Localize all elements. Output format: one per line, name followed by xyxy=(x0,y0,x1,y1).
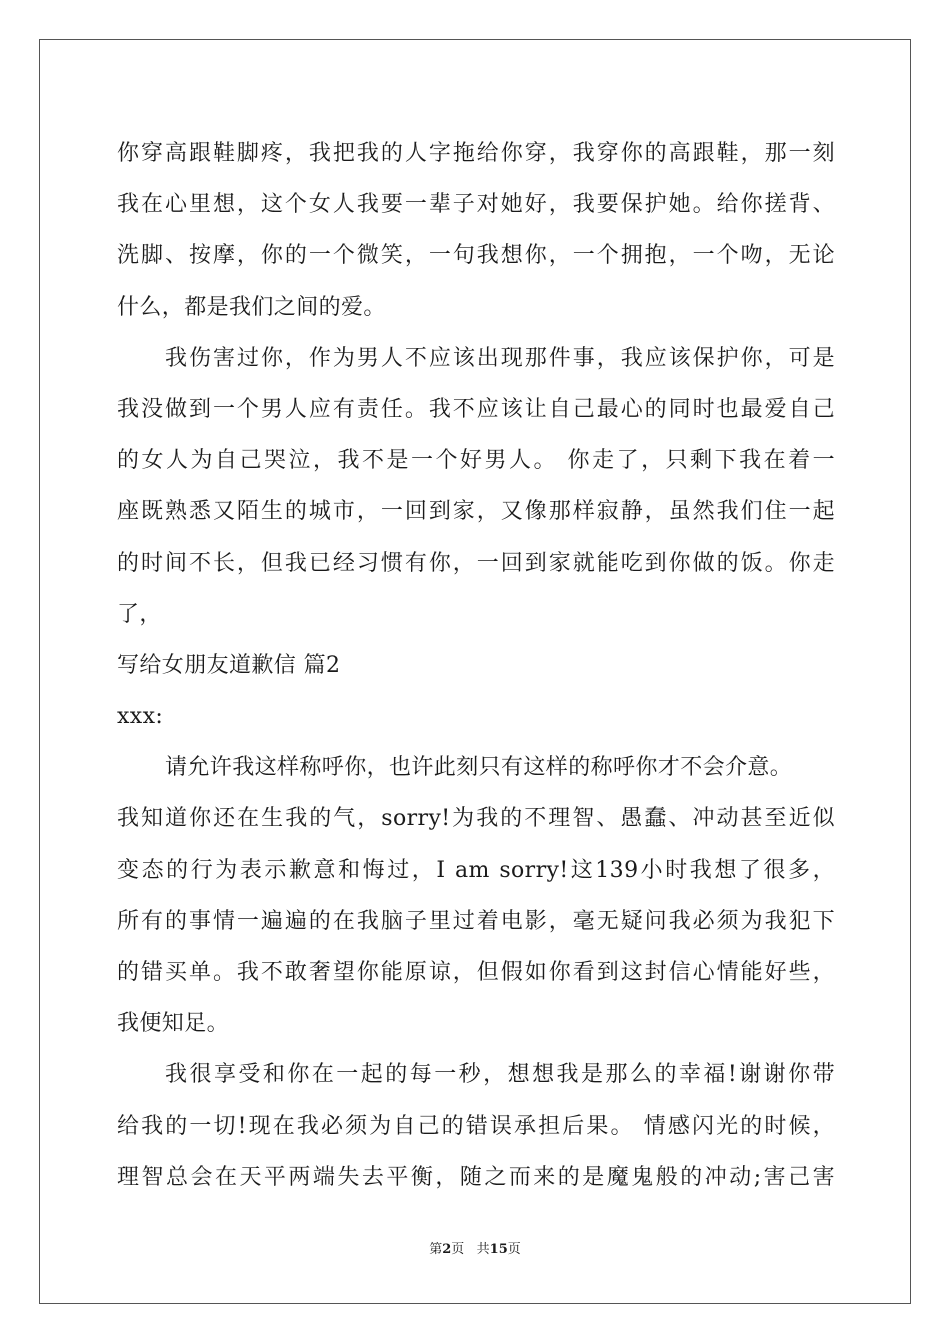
document-body xyxy=(117,128,835,1203)
text-line: 你穿高跟鞋脚疼，我把我的人字拖给你穿，我穿你的高跟鞋，那一刻 xyxy=(117,141,835,166)
text-line: 请允许我这样称呼你，也许此刻只有这样的称呼你才不会介意。 xyxy=(165,755,793,781)
text-line: 座既熟悉又陌生的城市，一回到家，又像那样寂静，虽然我们住一起 xyxy=(117,499,835,525)
text-line: 我在心里想，这个女人我要一辈子对她好，我要保护她。给你搓背、 xyxy=(117,192,835,218)
footer-suffix: 页 xyxy=(507,1242,521,1257)
salutation: xxx: xyxy=(117,704,164,730)
text-line: 了， xyxy=(117,601,162,627)
text-line: 的时间不长，但我已经习惯有你，一回到家就能吃到你做的饭。你走 xyxy=(117,550,835,576)
text-line: 的错买单。我不敢奢望你能原谅，但假如你看到这封信心情能好些， xyxy=(117,960,835,985)
text-line: 我没做到一个男人应有责任。我不应该让自己最心的同时也最爱自己 xyxy=(117,396,835,422)
text-line: 洗脚、按摩，你的一个微笑，一句我想你，一个拥抱，一个吻，无论 xyxy=(117,243,835,269)
text-line: 理智总会在天平两端失去平衡，随之而来的是魔鬼般的冲动;害己害 xyxy=(117,1164,835,1190)
footer-mid: 页 共 xyxy=(451,1242,490,1257)
text-line: 所有的事情一遍遍的在我脑子里过着电影，毫无疑问我必须为我犯下 xyxy=(117,908,835,934)
text-line: 给我的一切!现在我必须为自己的错误承担后果。 情感闪光的时候， xyxy=(117,1113,835,1139)
total-page-number: 15 xyxy=(489,1242,508,1257)
text-line: 我知道你还在生我的气，sorry!为我的不理智、愚蠢、冲动甚至近似 xyxy=(117,806,835,832)
text-line: 我很享受和你在一起的每一秒，想想我是那么的幸福!谢谢你带 xyxy=(165,1062,835,1088)
text-line: 我伤害过你，作为男人不应该出现那件事，我应该保护你，可是 xyxy=(165,345,835,371)
footer-prefix: 第 xyxy=(429,1242,443,1257)
text-line: 变态的行为表示歉意和悔过，I am sorry!这139小时我想了很多， xyxy=(117,857,835,883)
text-line: 什么，都是我们之间的爱。 xyxy=(117,294,386,320)
section-heading: 写给女朋友道歉信 篇2 xyxy=(117,652,341,678)
current-page-number: 2 xyxy=(442,1242,452,1257)
text-line: 我便知足。 xyxy=(117,1011,230,1037)
text-line: 的女人为自己哭泣，我不是一个好男人。 你走了，只剩下我在着一 xyxy=(117,448,835,474)
page-footer xyxy=(0,1240,950,1260)
